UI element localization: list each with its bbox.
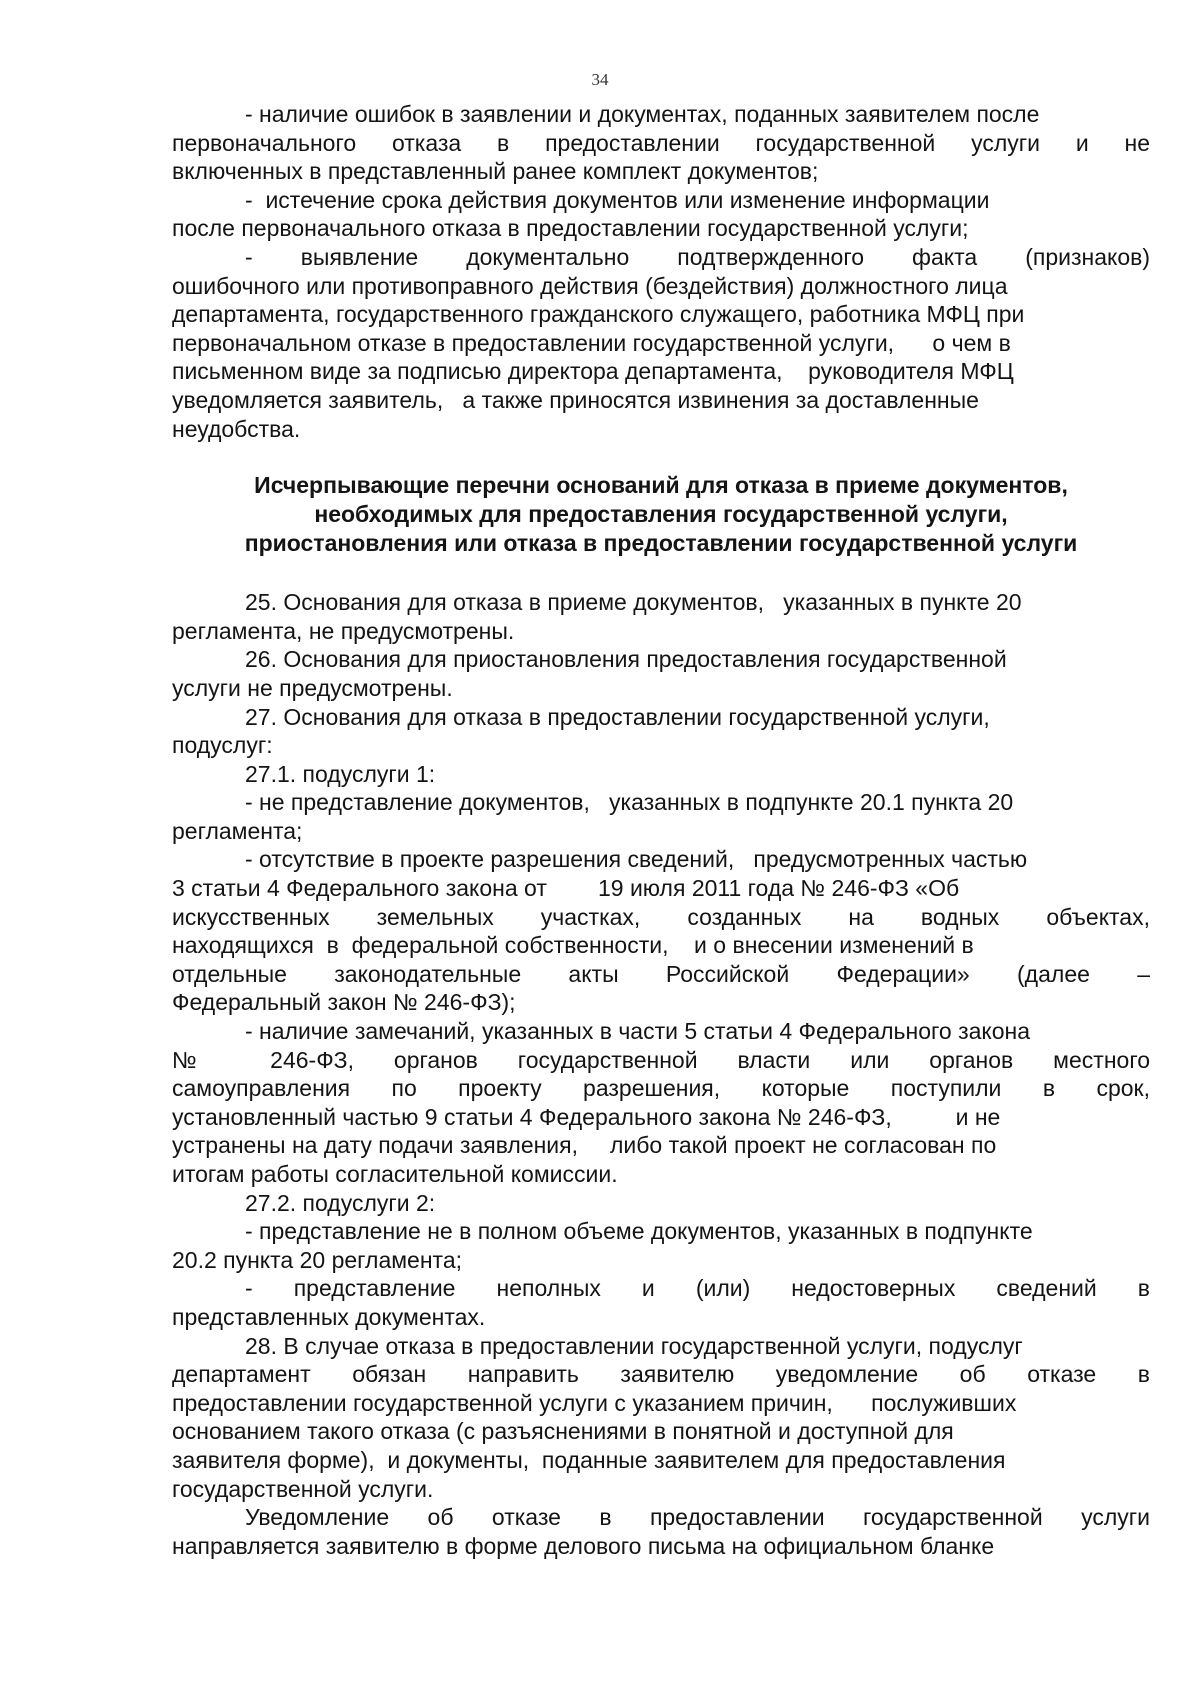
text-line: - выявление документально подтвержденного факта (признаков) [245, 243, 1150, 270]
text-line: заявителя форме), и документы, поданные заявителем для предоставления [172, 1446, 1006, 1473]
heading-line: приостановления или отказа в предоставлении государственной услуги [244, 530, 1078, 557]
text-line: включенных в представленный ранее комплект документов; [172, 158, 819, 185]
text-line: - представление неполных и (или) недостоверных сведений в [245, 1275, 1150, 1302]
text-line: находящихся в федеральной собственности, и о внесении изменений в [172, 932, 974, 959]
text-line: искусственных земельных участках, созданных на водных объектах, [172, 903, 1150, 930]
text-line: отдельные законодательные акты Российской Федерации» (далее – [172, 960, 1150, 987]
text-line: - не представление документов, указанных в подпункте 20.1 пункта 20 [245, 789, 1014, 816]
page-number: 34 [591, 70, 609, 89]
text-line: 27. Основания для отказа в предоставлении государственной услуги, [245, 703, 990, 730]
text-line: установленный частью 9 статьи 4 Федерального закона № 246-ФЗ, и не [172, 1103, 1001, 1130]
text-line: департамента, государственного гражданского служащего, работника МФЦ при [172, 301, 1025, 328]
text-line: представленных документах. [172, 1303, 486, 1330]
text-line: департамент обязан направить заявителю уведомление об отказе в [172, 1361, 1150, 1388]
text-line: уведомляется заявитель, а также приносятся извинения за доставленные [172, 386, 979, 413]
text-line: - наличие замечаний, указанных в части 5 статьи 4 Федерального закона [245, 1018, 1031, 1045]
text-line: 27.1. подуслуги 1: [245, 760, 436, 787]
text-line: предоставлении государственной услуги с указанием причин, послуживших [172, 1389, 1017, 1416]
text-line: - представление не в полном объеме документов, указанных в подпункте [245, 1218, 1033, 1245]
text-line: итогам работы согласительной комиссии. [172, 1161, 618, 1187]
text-line: № 246-ФЗ, органов государственной власти или органов местного [172, 1046, 1150, 1073]
heading-line: Исчерпывающие перечни оснований для отказа в приеме документов, [254, 472, 1068, 499]
text-line: 25. Основания для отказа в приеме документов, указанных в пункте 20 [245, 589, 1022, 616]
text-line: основанием такого отказа (с разъяснениями в понятной и доступной для [172, 1418, 954, 1445]
heading-line: необходимых для предоставления государственной услуги, [314, 501, 1008, 528]
text-line: 3 статьи 4 Федерального закона от 19 июля 2011 года № 246-ФЗ «Об [172, 875, 960, 902]
text-line: Федеральный закон № 246-ФЗ); [172, 989, 516, 1016]
text-line: 20.2 пункта 20 регламента; [172, 1246, 463, 1273]
text-line: услуги не предусмотрены. [172, 674, 453, 701]
text-line: Уведомление об отказе в предоставлении государственной услуги [245, 1504, 1150, 1531]
text-line: 26. Основания для приостановления предоставления государственной [245, 646, 1007, 673]
document-body [172, 100, 1150, 1560]
text-line: 27.2. подуслуги 2: [245, 1189, 436, 1216]
text-line: направляется заявителю в форме делового письма на официальном бланке [172, 1532, 995, 1559]
text-line: регламента, не предусмотрены. [172, 617, 515, 644]
text-line: - истечение срока действия документов или изменение информации [245, 186, 990, 213]
text-line: - наличие ошибок в заявлении и документах, поданных заявителем после [245, 101, 1040, 127]
text-line: регламента; [172, 817, 303, 844]
text-line: - отсутствие в проекте разрешения сведений, предусмотренных частью [245, 846, 1028, 873]
text-line: ошибочного или противоправного действия (бездействия) должностного лица [172, 272, 1008, 299]
text-line: после первоначального отказа в предоставлении государственной услуги; [172, 215, 969, 242]
section-heading [172, 471, 1150, 558]
paragraph-block-top [172, 100, 1150, 443]
text-line: 28. В случае отказа в предоставлении государственной услуги, подуслуг [245, 1332, 1023, 1359]
paragraph-block-bottom [172, 588, 1150, 1560]
text-line: первоначального отказа в предоставлении государственной услуги и не [172, 129, 1150, 156]
text-line: подуслуг: [172, 732, 273, 759]
text-line: неудобства. [172, 415, 301, 442]
text-line: самоуправления по проекту разрешения, которые поступили в срок, [172, 1075, 1150, 1102]
text-line: письменном виде за подписью директора департамента, руководителя МФЦ [172, 358, 1014, 385]
text-line: первоначальном отказе в предоставлении государственной услуги, о чем в [172, 329, 1011, 356]
text-line: устранены на дату подачи заявления, либо такой проект не согласован по [172, 1132, 997, 1159]
text-line: государственной услуги. [172, 1475, 434, 1502]
